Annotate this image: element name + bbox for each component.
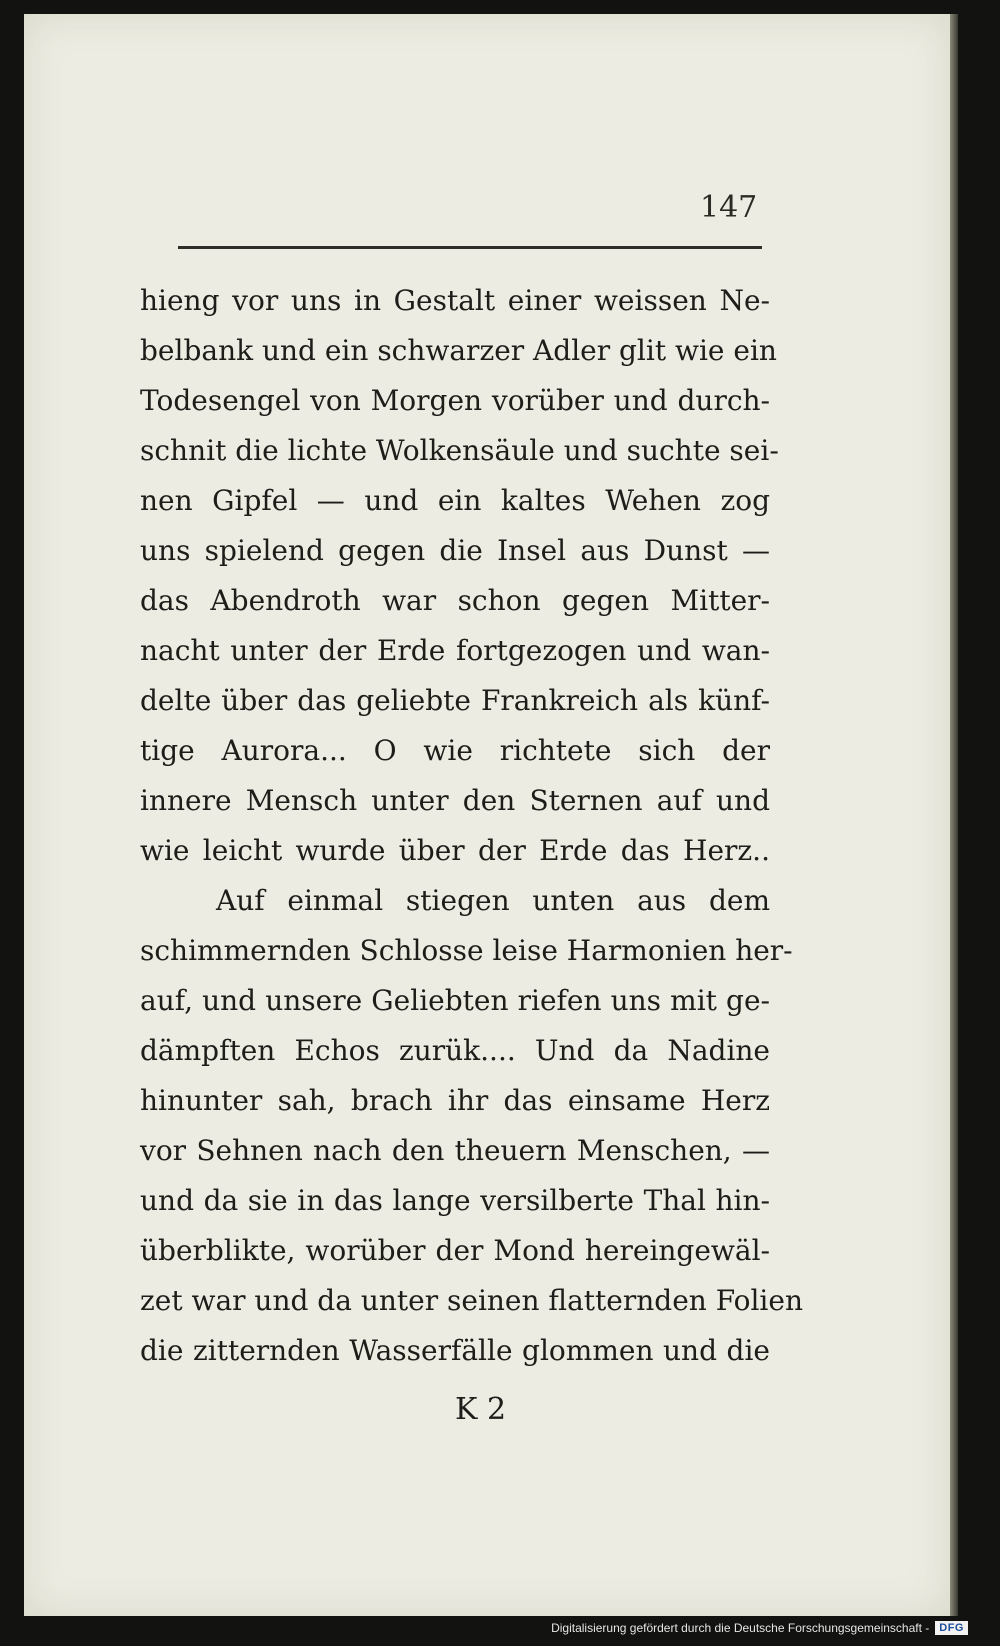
text-line: hieng vor uns in Gestalt einer weissen Ne- bbox=[140, 284, 770, 317]
text-line: hinunter sah, brach ihr das einsame Herz bbox=[140, 1084, 770, 1117]
text-line: belbank und ein schwarzer Adler glit wie ein bbox=[140, 334, 777, 367]
dfg-logo: DFG bbox=[935, 1621, 968, 1635]
text-line: dämpften Echos zurük.... Und da Nadine bbox=[140, 1034, 770, 1067]
text-line: die zitternden Wasserfälle glommen und die bbox=[140, 1334, 770, 1367]
text-line: zet war und da unter seinen flatternden Folien bbox=[140, 1284, 803, 1317]
text-line: tige Aurora... O wie richtete sich der bbox=[140, 734, 770, 767]
signature-mark: K 2 bbox=[455, 1392, 507, 1427]
body-text bbox=[140, 276, 803, 1376]
page-edge bbox=[950, 14, 958, 1616]
text-line: schimmernden Schlosse leise Harmonien her- bbox=[140, 934, 793, 967]
text-line: Todesengel von Morgen vorüber und durch- bbox=[140, 384, 770, 417]
text-line-paragraph-start: Auf einmal stiegen unten aus dem bbox=[216, 884, 770, 917]
text-line: innere Mensch unter den Sternen auf und bbox=[140, 784, 770, 817]
text-line: uns spielend gegen die Insel aus Dunst — bbox=[140, 534, 770, 567]
text-line: überblikte, worüber der Mond hereingewäl- bbox=[140, 1234, 770, 1267]
text-line: das Abendroth war schon gegen Mitter- bbox=[140, 584, 770, 617]
text-line: vor Sehnen nach den theuern Menschen, — bbox=[140, 1134, 770, 1167]
header-rule bbox=[178, 246, 762, 249]
text-line: und da sie in das lange versilberte Thal hin- bbox=[140, 1184, 770, 1217]
page-number: 147 bbox=[700, 190, 758, 225]
text-line: nen Gipfel — und ein kaltes Wehen zog bbox=[140, 484, 770, 517]
credit-text: Digitalisierung gefördert durch die Deutsche Forschungsgemeinschaft - bbox=[551, 1621, 930, 1635]
text-line: auf, und unsere Geliebten riefen uns mit ge- bbox=[140, 984, 770, 1017]
text-line: delte über das geliebte Frankreich als künf- bbox=[140, 684, 770, 717]
digitization-credit bbox=[551, 1618, 968, 1638]
text-line: schnit die lichte Wolkensäule und suchte sei- bbox=[140, 434, 779, 467]
text-line: nacht unter der Erde fortgezogen und wan- bbox=[140, 634, 770, 667]
text-line: wie leicht wurde über der Erde das Herz.. bbox=[140, 834, 770, 867]
